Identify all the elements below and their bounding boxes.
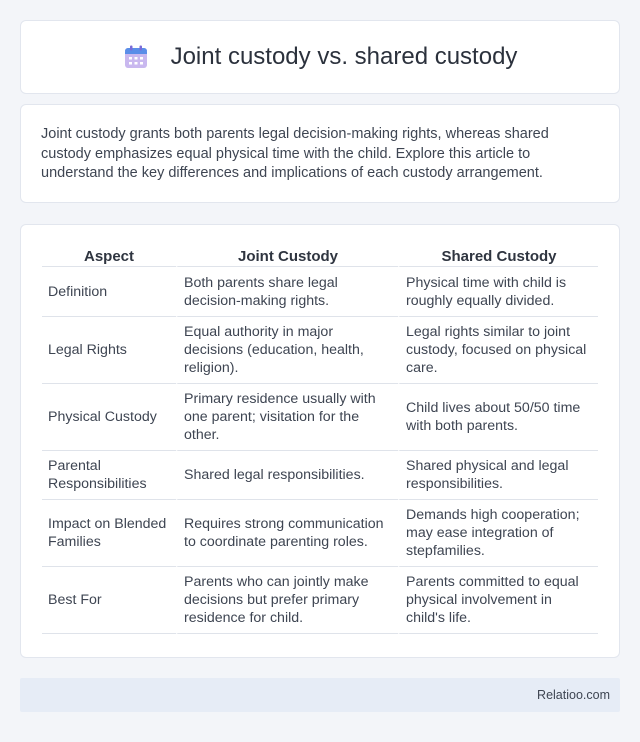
intro-text: Joint custody grants both parents legal decision-making rights, whereas shared custody emphasizes equal physical time with the child. Explore this article to understand the key differences and implications of each custody arrangement. <box>41 126 549 181</box>
table-cell-joint: Parents who can jointly make decisions but prefer primary residence for child. <box>176 567 398 634</box>
footer-brand: Relatioo.com <box>537 688 610 702</box>
calendar-icon <box>123 44 149 70</box>
table-cell-joint: Primary residence usually with one parent; visitation for the other. <box>176 384 398 451</box>
table-cell-aspect: Best For <box>42 567 176 634</box>
table-cell-aspect: Impact on Blended Families <box>42 500 176 567</box>
column-header-joint-custody: Joint Custody <box>176 247 398 267</box>
table-row <box>42 384 598 451</box>
table-cell-aspect: Legal Rights <box>42 317 176 384</box>
table-cell-aspect: Physical Custody <box>42 384 176 451</box>
table-cell-shared: Shared physical and legal responsibilities. <box>398 451 598 500</box>
table-row <box>42 267 598 317</box>
column-header-aspect: Aspect <box>42 247 176 267</box>
table-cell-joint: Both parents share legal decision-making rights. <box>176 267 398 317</box>
table-cell-shared: Legal rights similar to joint custody, focused on physical care. <box>398 317 598 384</box>
table-cell-aspect: Parental Responsibilities <box>42 451 176 500</box>
table-cell-joint: Requires strong communication to coordinate parenting roles. <box>176 500 398 567</box>
table-cell-shared: Parents committed to equal physical involvement in child's life. <box>398 567 598 634</box>
table-cell-shared: Child lives about 50/50 time with both parents. <box>398 384 598 451</box>
column-header-shared-custody: Shared Custody <box>398 247 598 267</box>
title-card <box>20 20 620 94</box>
table-row <box>42 500 598 567</box>
table-header-row <box>42 247 598 267</box>
page-title: Joint custody vs. shared custody <box>170 43 518 70</box>
table-cell-aspect: Definition <box>42 267 176 317</box>
table-row <box>42 567 598 634</box>
table-cell-joint: Equal authority in major decisions (education, health, religion). <box>176 317 398 384</box>
table-row <box>42 317 598 384</box>
comparison-table <box>42 247 598 634</box>
footer <box>20 678 620 712</box>
table-cell-shared: Physical time with child is roughly equally divided. <box>398 267 598 317</box>
intro-card <box>20 104 620 203</box>
table-row <box>42 451 598 500</box>
comparison-table-card <box>20 224 620 658</box>
table-cell-joint: Shared legal responsibilities. <box>176 451 398 500</box>
table-cell-shared: Demands high cooperation; may ease integration of stepfamilies. <box>398 500 598 567</box>
